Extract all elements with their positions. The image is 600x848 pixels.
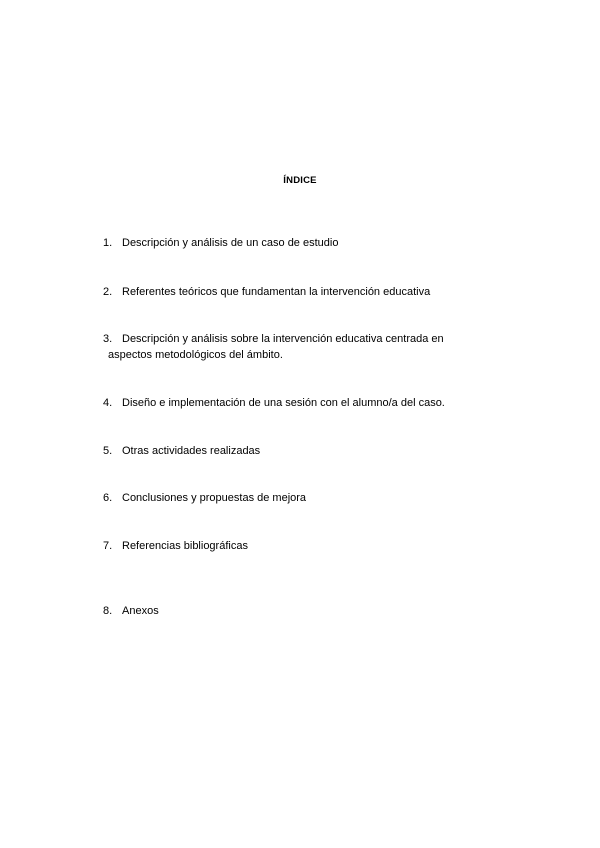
toc-item-text: Otras actividades realizadas <box>122 445 261 457</box>
toc-item-text: Diseño e implementación de una sesión con el alumno/a del caso. <box>122 397 445 409</box>
toc-item-number: 1. <box>103 237 113 249</box>
toc-item-text: Referencias bibliográficas <box>122 540 248 552</box>
toc-item-number: 2. <box>103 286 113 298</box>
page-title: ÍNDICE <box>283 175 317 186</box>
toc-item-number: 8. <box>103 605 113 617</box>
toc-item-2 <box>103 284 503 300</box>
toc-item-1 <box>103 235 503 251</box>
toc-item-8 <box>103 603 503 619</box>
toc-item-text: Referentes teóricos que fundamentan la intervención educativa <box>122 286 431 298</box>
toc-item-number: 6. <box>103 492 113 504</box>
toc-item-6 <box>103 490 503 506</box>
toc-item-number: 4. <box>103 397 113 409</box>
toc-item-text: Descripción y análisis sobre la intervención educativa centrada en <box>122 333 444 345</box>
toc-item-text: Conclusiones y propuestas de mejora <box>122 492 307 504</box>
toc-item-text: Anexos <box>122 605 159 617</box>
toc-item-4 <box>103 395 503 411</box>
toc-item-5 <box>103 443 503 459</box>
toc-item-text: Descripción y análisis de un caso de estudio <box>122 237 339 249</box>
toc-item-number: 7. <box>103 540 113 552</box>
toc-item-number: 3. <box>103 333 113 345</box>
toc-item-7 <box>103 538 503 554</box>
toc-item-text-continuation: aspectos metodológicos del ámbito. <box>108 349 283 361</box>
toc-item-3 <box>103 331 503 363</box>
toc-item-number: 5. <box>103 445 113 457</box>
